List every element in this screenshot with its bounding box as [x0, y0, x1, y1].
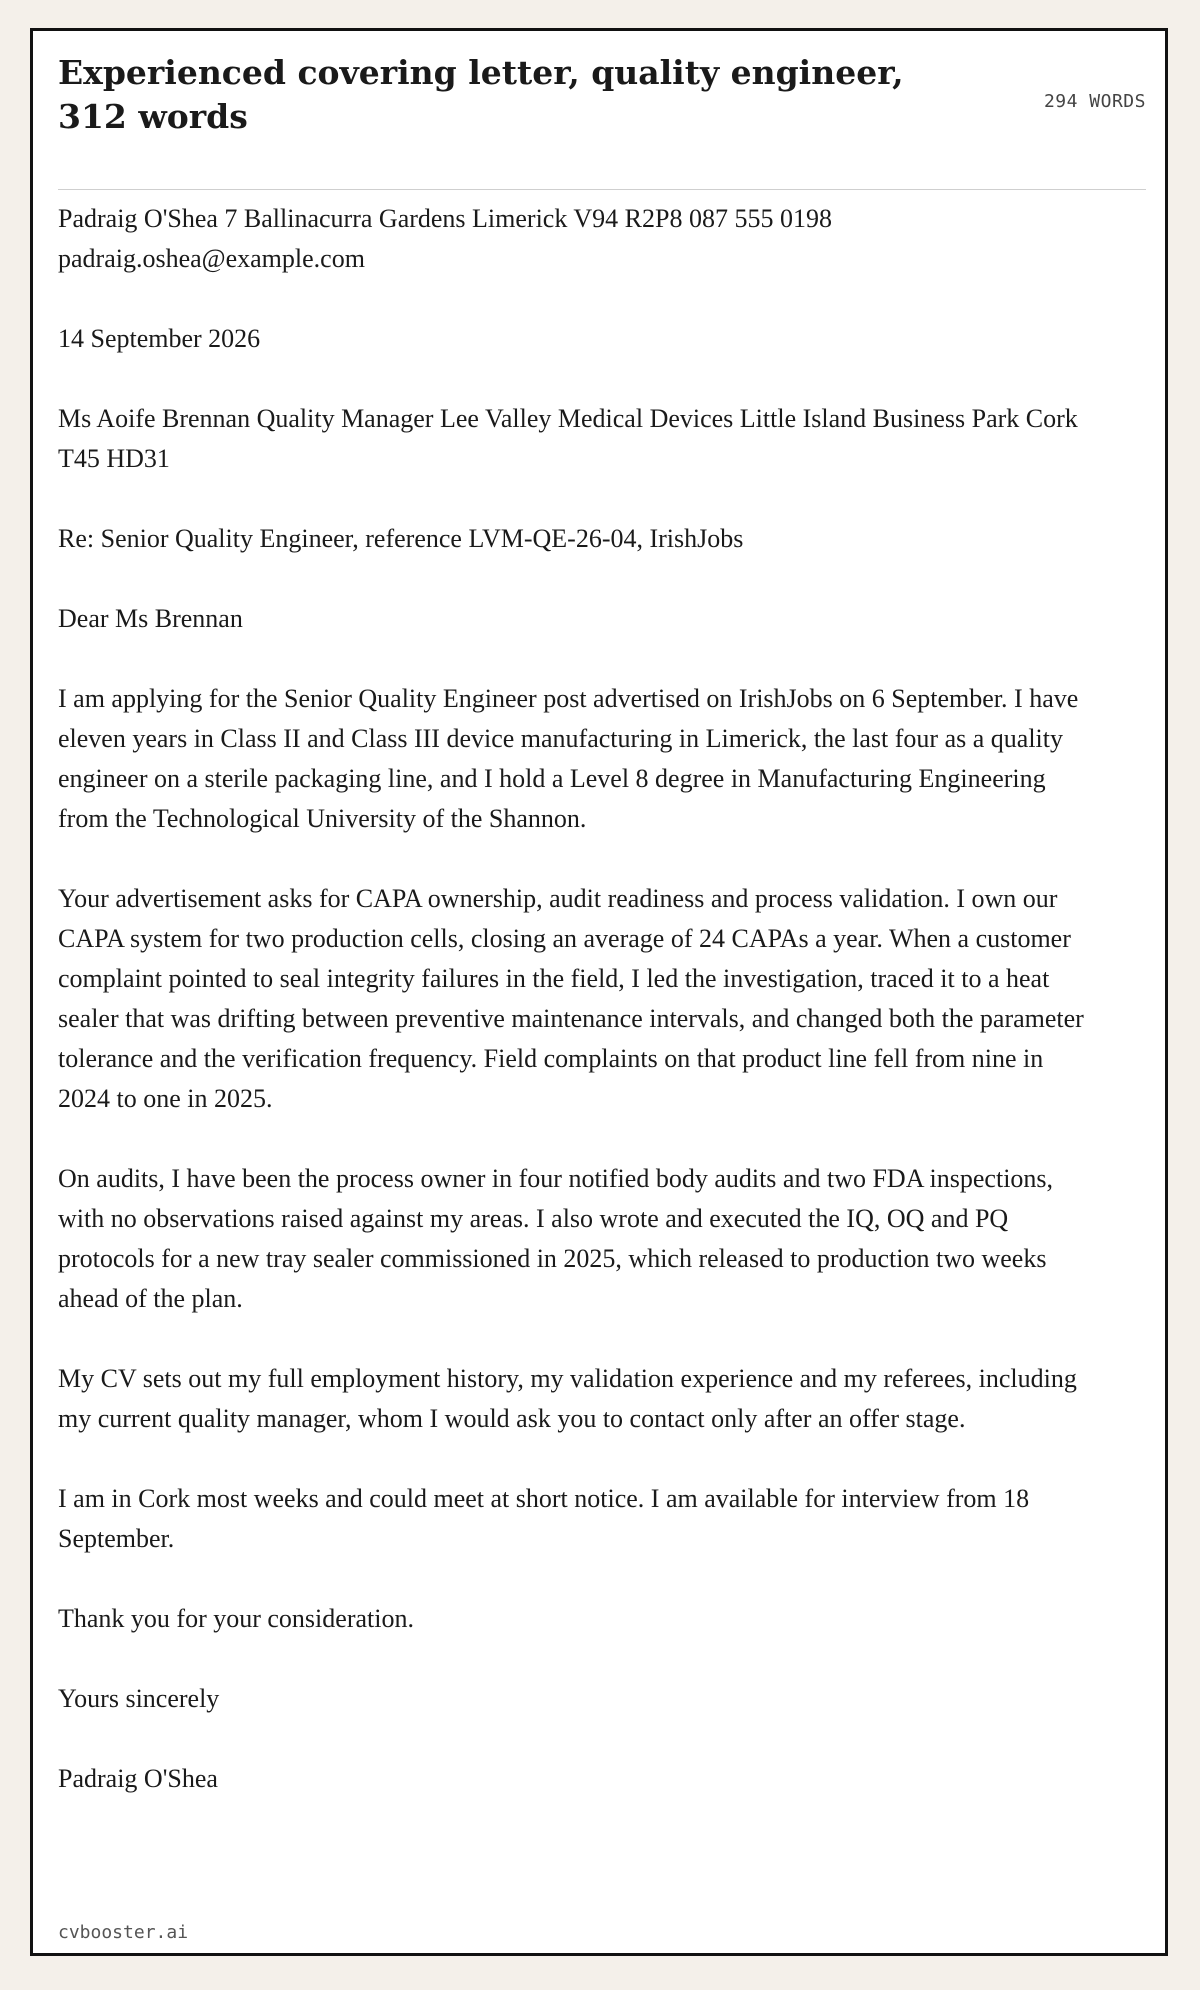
- page-title: Experienced covering letter, quality engineer, 312 words: [58, 53, 904, 136]
- footer-brand: cvbooster.ai: [58, 1922, 189, 1943]
- body-paragraph: Your advertisement asks for CAPA ownership, audit readiness and process validation. I own our CAPA system for two production cells, closing an average of 24 CAPAs a year. When a customer complaint pointed to seal integrity failures in the field, I led the investigation, traced it to a heat sealer that was drifting between preventive maintenance intervals, and changed both the parameter tolerance and the verification frequency. Field complaints on that product line fell from nine in 2024 to one in 2025.: [58, 884, 1084, 1113]
- body-paragraph: My CV sets out my full employment history, my validation experience and my referees, including my current quality manager, whom I would ask you to contact only after an offer stage.: [58, 1364, 1077, 1433]
- salutation: Dear Ms Brennan: [58, 604, 243, 633]
- body-paragraph: I am applying for the Senior Quality Engineer post advertised on IrishJobs on 6 September. I have eleven years in Class II and Class III device manufacturing in Limerick, the last four as a quality engineer on a sterile packaging line, and I hold a Level 8 degree in Manufacturing Engineering from the Technological University of the Shannon.: [58, 684, 1079, 833]
- letter-header: [58, 51, 1146, 190]
- body-paragraph: I am in Cork most weeks and could meet at short notice. I am available for interview from 18 September.: [58, 1484, 1030, 1553]
- word-count-badge: 294 WORDS: [1043, 91, 1146, 112]
- letter-card: [30, 28, 1168, 1956]
- body-paragraph: Thank you for your consideration.: [58, 1604, 414, 1633]
- closing: Yours sincerely: [58, 1684, 220, 1713]
- letter-date: 14 September 2026: [58, 324, 261, 353]
- signature: Padraig O'Shea: [58, 1764, 218, 1793]
- letter-body: [58, 199, 1098, 1839]
- sender-address: Padraig O'Shea 7 Ballinacurra Gardens Limerick V94 R2P8 087 555 0198 padraig.oshea@example.com: [58, 204, 832, 273]
- subject-line: Re: Senior Quality Engineer, reference LVM-QE-26-04, IrishJobs: [58, 524, 744, 553]
- body-paragraph: On audits, I have been the process owner in four notified body audits and two FDA inspections, with no observations raised against my areas. I also wrote and executed the IQ, OQ and PQ protocols for a new tray sealer commissioned in 2025, which released to production two weeks ahead of the plan.: [58, 1164, 1054, 1313]
- recipient-address: Ms Aoife Brennan Quality Manager Lee Valley Medical Devices Little Island Business Park Cork T45 HD31: [58, 404, 1078, 473]
